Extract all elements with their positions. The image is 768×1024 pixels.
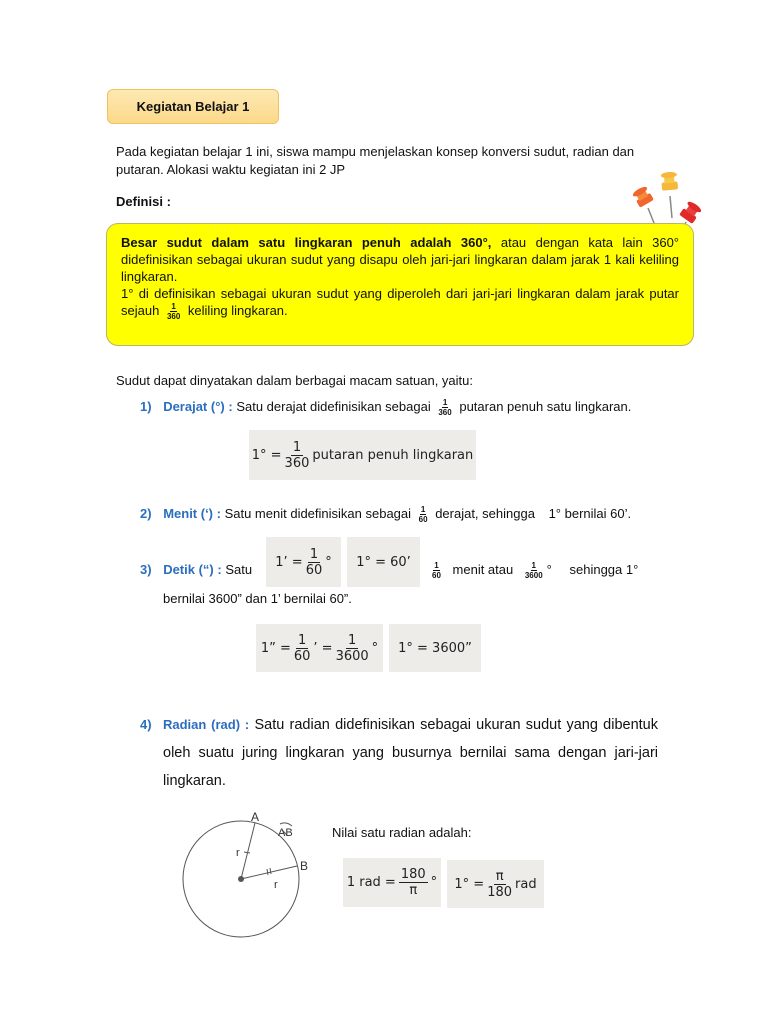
formula-rad-2 bbox=[447, 860, 544, 908]
fraction-denominator: 60 bbox=[418, 515, 428, 525]
item-text-b: putaran penuh satu lingkaran. bbox=[459, 399, 632, 414]
definition-box bbox=[106, 223, 694, 346]
fraction-denominator: 3600 bbox=[524, 571, 543, 581]
item-number: 4) bbox=[140, 717, 152, 732]
item-fraction bbox=[438, 398, 451, 417]
formula-mid: ’ = bbox=[313, 640, 333, 656]
fraction-denominator: 360 bbox=[284, 455, 310, 471]
label-ab: AB bbox=[278, 827, 293, 839]
formula-left: 1° = bbox=[251, 447, 282, 463]
definisi-label: Definisi : bbox=[116, 194, 171, 209]
item-name: Detik (“) : bbox=[163, 562, 222, 577]
item-text-a: Satu derajat didefinisikan sebagai bbox=[236, 399, 431, 414]
label-a: A bbox=[251, 810, 260, 824]
item-text-a: Satu bbox=[225, 562, 253, 577]
formula-left: 1° = bbox=[454, 876, 485, 892]
formula-left: 1’ = bbox=[275, 554, 303, 570]
section-tag-label: Kegiatan Belajar 1 bbox=[136, 99, 250, 114]
formula-detik-1 bbox=[256, 624, 383, 672]
item-fraction bbox=[419, 505, 428, 524]
item-text-a: Satu menit didefinisikan sebagai bbox=[224, 506, 412, 521]
formula-fraction bbox=[487, 869, 512, 900]
formula-derajat bbox=[249, 430, 476, 480]
formula-right: ° bbox=[430, 875, 438, 890]
item-detik-continued bbox=[428, 561, 658, 580]
formula-right: ° bbox=[325, 554, 332, 570]
units-intro: Sudut dapat dinyatakan dalam berbagai macam satuan, yaitu: bbox=[116, 373, 474, 388]
intro-paragraph: Pada kegiatan belajar 1 ini, siswa mampu menjelaskan konsep konversi sudut, radian dan putaran. Alokasi waktu kegiatan ini 2 JP bbox=[116, 144, 635, 177]
fraction-denominator: 3600 bbox=[335, 648, 369, 664]
item-text-c: ° bbox=[546, 562, 552, 577]
definition-bold: Besar sudut dalam satu lingkaran penuh adalah 360°, bbox=[121, 235, 492, 250]
formula-right: rad bbox=[515, 876, 537, 892]
radian-circle-diagram bbox=[176, 808, 316, 940]
item-name: Menit (‘) : bbox=[163, 506, 221, 521]
fraction-numerator: 1 bbox=[309, 546, 319, 562]
fraction-denominator: 180 bbox=[487, 884, 513, 900]
formula-fraction bbox=[306, 547, 323, 578]
item-text-b: menit atau bbox=[452, 562, 514, 577]
definition-fraction bbox=[167, 302, 180, 321]
item-fraction-2 bbox=[525, 561, 543, 580]
fraction-denominator: 360 bbox=[438, 408, 452, 418]
fraction-numerator: π bbox=[495, 868, 504, 884]
formula-fraction bbox=[285, 440, 310, 471]
fraction-denominator: 60 bbox=[432, 571, 441, 581]
section-tag bbox=[107, 89, 279, 124]
fraction-numerator: 1 bbox=[171, 302, 176, 312]
fraction-numerator: 1 bbox=[347, 632, 357, 648]
formula-text: 1° = 3600” bbox=[398, 640, 472, 656]
fraction-numerator: 1 bbox=[420, 505, 426, 515]
definition-line2 bbox=[121, 285, 679, 321]
fraction-numerator: 180 bbox=[400, 867, 426, 882]
item-text-b: derajat, sehingga bbox=[435, 506, 535, 521]
label-r2: r bbox=[274, 879, 278, 891]
item-number: 3) bbox=[140, 562, 152, 577]
formula-left: 1” = bbox=[260, 640, 291, 656]
formula-left: 1 rad = bbox=[346, 875, 396, 890]
definition-line2-b: keliling lingkaran. bbox=[187, 303, 288, 318]
formula-fraction-1 bbox=[294, 633, 311, 664]
fraction-numerator: 1 bbox=[434, 561, 439, 571]
fraction-denominator: 60 bbox=[293, 648, 311, 664]
fraction-numerator: 1 bbox=[442, 398, 448, 408]
formula-rad-1 bbox=[343, 858, 441, 907]
item-name: Derajat (°) : bbox=[163, 399, 233, 414]
item-detik-line2: bernilai 3600” dan 1’ bernilai 60”. bbox=[163, 591, 352, 606]
definition-rest: atau dengan kata lain 360° didefinisikan sebagai ukuran sudut yang disapu oleh jari-jari lingkaran dalam jarak 1 kali keliling lingkaran. bbox=[121, 235, 680, 284]
item-menit bbox=[140, 505, 660, 524]
fraction-denominator: π bbox=[409, 883, 418, 898]
formula-menit-1 bbox=[266, 537, 341, 587]
definition-text bbox=[121, 234, 679, 285]
definition-line2-a: 1° di definisikan sebagai ukuran sudut yang diperoleh dari jari-jari lingkaran dalam jarak putar sejauh bbox=[121, 286, 679, 318]
item-text: Satu radian didefinisikan sebagai ukuran sudut yang dibentuk oleh suatu juring lingkaran yang busurnya bernilai sama dengan jari-jari lingkaran. bbox=[163, 717, 658, 789]
formula-text: 1° = 60’ bbox=[356, 554, 411, 570]
item-number: 1) bbox=[140, 399, 152, 414]
radian-value-label: Nilai satu radian adalah: bbox=[332, 825, 472, 840]
item-text-c: 1° bernilai 60’. bbox=[548, 506, 632, 521]
item-name: Radian (rad) : bbox=[163, 717, 250, 732]
item-text-d: sehingga 1° bbox=[569, 562, 639, 577]
label-r1: r bbox=[236, 847, 240, 859]
fraction-numerator: 1 bbox=[292, 439, 302, 455]
formula-detik-2 bbox=[389, 624, 481, 672]
formula-fraction-2 bbox=[336, 633, 369, 664]
fraction-numerator: 1 bbox=[297, 632, 307, 648]
label-b: B bbox=[300, 859, 309, 873]
item-radian bbox=[140, 711, 658, 795]
formula-menit-2 bbox=[347, 537, 420, 587]
item-radian-body bbox=[163, 711, 658, 795]
fraction-numerator: 1 bbox=[531, 561, 536, 571]
formula-right: putaran penuh lingkaran bbox=[312, 447, 474, 463]
fraction-denominator: 360 bbox=[166, 312, 181, 322]
fraction-denominator: 60 bbox=[305, 562, 323, 578]
formula-right: ° bbox=[371, 640, 379, 656]
item-derajat bbox=[140, 398, 660, 417]
item-detik bbox=[140, 561, 252, 579]
formula-fraction bbox=[399, 867, 428, 898]
item-number: 2) bbox=[140, 506, 152, 521]
item-fraction-1 bbox=[432, 561, 441, 580]
